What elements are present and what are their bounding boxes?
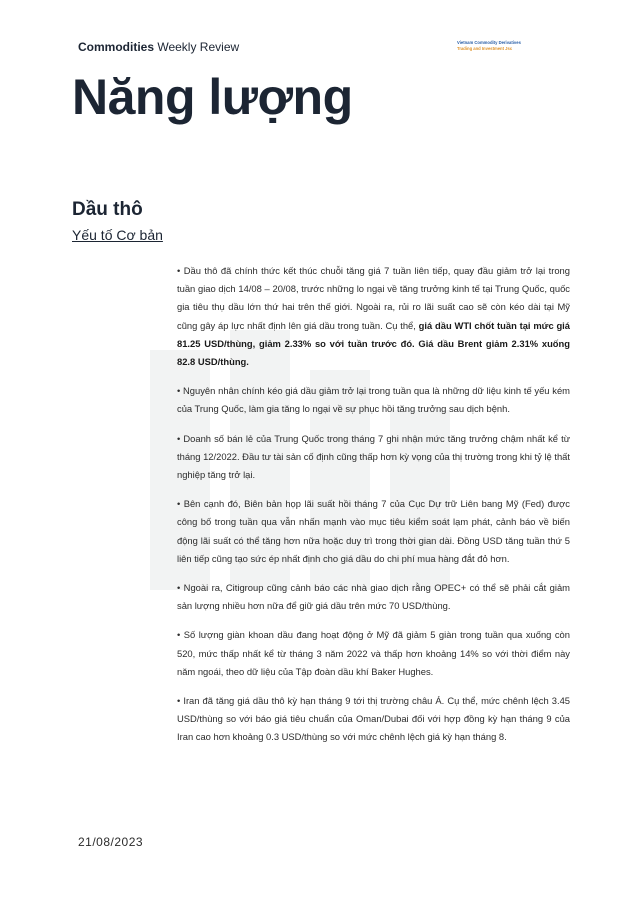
article-body: [177, 262, 570, 758]
company-logo: [457, 40, 521, 51]
report-date: 21/08/2023: [78, 835, 144, 849]
logo-line-1: Vietnam Commodity Derivatives: [457, 40, 521, 45]
subsection-title: Yếu tố Cơ bản: [72, 227, 163, 243]
paragraph-2: • Nguyên nhân chính kéo giá dầu giảm trở lại trong tuần qua là những dữ liệu kinh tế yếu kém của Trung Quốc, làm gia tăng lo ngại về sự phục hồi tăng trưởng sau dịch bệnh.: [177, 385, 570, 415]
paragraph-6: • Số lượng giàn khoan dầu đang hoạt động ở Mỹ đã giảm 5 giàn trong tuần qua xuống còn 520, mức thấp nhất kể từ tháng 3 năm 2022 và thấp hơn khoảng 14% so với thời điểm này năm ngoái, theo dữ liệu của Tập đoàn dầu khí Baker Hughes.: [177, 629, 570, 677]
page-title: Năng lượng: [72, 69, 353, 125]
paragraph-1-highlight: giá dầu WTI chốt tuần tại mức giá 81.25 USD/thùng, giảm 2.33% so với tuần trước đó. Giá dầu Brent giảm 2.31% xuống 82.8 USD/thùng.: [177, 319, 570, 368]
paragraph-1-text: • Dầu thô đã chính thức kết thúc chuỗi tăng giá 7 tuần liên tiếp, quay đầu giảm trở lại trong tuần giao dịch 14/08 – 20/08, trước những lo ngại về tăng trưởng kinh tế tại Trung Quốc, quốc gia tiêu thụ dầu lớn thứ hai trên thế giới. Ngoài ra, rủi ro lãi suất cao sẽ còn kéo dài tại Mỹ cũng gây áp lực nhất định lên giá dầu trong tuần. Cụ thể,: [177, 265, 570, 331]
paragraph-7: • Iran đã tăng giá dầu thô kỳ hạn tháng 9 tới thị trường châu Á. Cụ thể, mức chênh lệch 3.45 USD/thùng so với báo giá tiêu chuẩn của Oman/Dubai đối với hợp đồng kỳ hạn tháng 9 của Iran cao hơn khoảng 0.3 USD/thùng so với mức chênh lệch giá kỳ hạn tháng 8.: [177, 695, 570, 743]
paragraph-5: • Ngoài ra, Citigroup cũng cảnh báo các nhà giao dịch rằng OPEC+ có thể sẽ phải cắt giảm sản lượng nhiều hơn nữa để giữ giá dầu trên mức 70 USD/thùng.: [177, 582, 570, 612]
logo-line-2: Trading and Investment Jsc: [457, 45, 513, 51]
section-title: Dầu thô: [72, 199, 143, 220]
paragraph-4: • Bên cạnh đó, Biên bản họp lãi suất hồi tháng 7 của Cục Dự trữ Liên bang Mỹ (Fed) được công bố trong tuần qua vẫn nhấn mạnh vào mục tiêu kiểm soát lạm phát, cảnh báo về biến động lãi suất có thể tăng hơn nữa hoặc duy trì trong thời gian dài. Đồng USD tăng tuần thứ 5 liên tiếp cũng tạo sức ép nhất định cho giá dầu do chi phí mua hàng đắt đỏ hơn.: [177, 498, 570, 564]
brand-subtitle: Weekly Review: [154, 40, 240, 54]
report-brand: [78, 40, 239, 54]
brand-name: Commodities: [78, 40, 155, 54]
paragraph-1: [177, 262, 570, 371]
paragraph-3: • Doanh số bán lẻ của Trung Quốc trong tháng 7 ghi nhận mức tăng trưởng chậm nhất kể từ tháng 12/2022. Đầu tư tài sản cố định cũng thấp hơn kỳ vọng của thị trường trong khi tỷ lệ thất nghiệp tăng trở lại.: [177, 432, 570, 481]
